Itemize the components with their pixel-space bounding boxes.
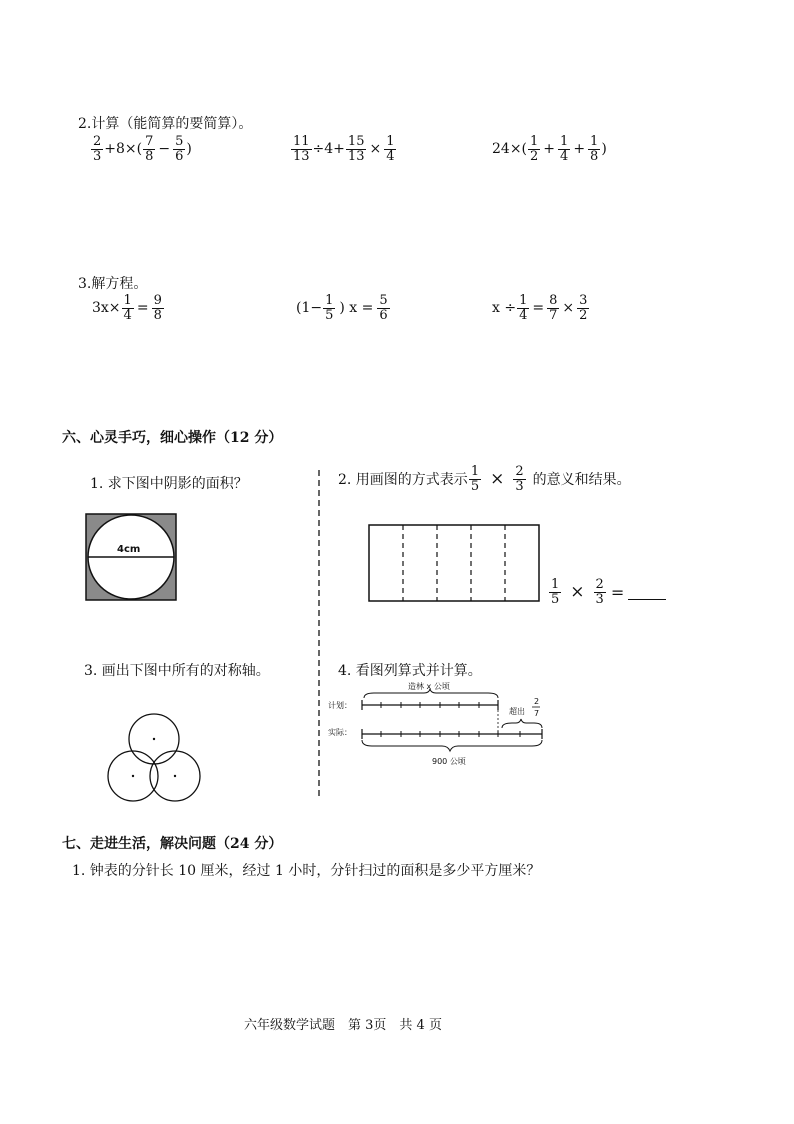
section-6-title: 六、心灵手巧，细心操作（12 分） <box>62 430 283 446</box>
diagram-over-numerator: 2 <box>534 697 540 706</box>
problem-6-1: 1. 求下图中阴影的面积？ <box>90 476 248 492</box>
problem-6-4: 4. 看图列算式并计算。 <box>338 663 482 679</box>
q2-expr-1: $\frac{2}{3}$ +8×( $\frac{7}{8}$ − $\frac{5}{6}$ ) <box>93 134 192 164</box>
q2-expr-2: $\frac{11}{13}$ ÷4+ $\frac{15}{13}$ × $\frac{1}{4}$ <box>293 134 395 164</box>
dashed-divider <box>316 470 322 800</box>
q3-expr-1: 3x× $\frac{1}{4}$ = $\frac{9}{8}$ <box>92 293 162 323</box>
diameter-label: 4cm <box>117 544 141 555</box>
answer-blank[interactable] <box>628 585 666 600</box>
circle-in-square-figure <box>84 512 180 604</box>
page-footer: 六年级数学试题 第 3页 共 4 页 <box>244 1018 442 1033</box>
section-7-title: 七、走进生活，解决问题（24 分） <box>62 836 283 852</box>
fraction-rectangle <box>368 524 542 604</box>
diagram-top-label: 造林 x 公顷 <box>408 682 450 691</box>
three-circles-figure <box>104 712 208 804</box>
problem-7-1: 1. 钟表的分针长 10 厘米，经过 1 小时，分针扫过的面积是多少平方厘米？ <box>72 863 541 879</box>
q3-expr-3: x ÷ $\frac{1}{4}$ = $\frac{8}{7}$ × $\frac{3}{2}$ <box>492 293 588 323</box>
q3-title: 3.解方程。 <box>78 276 148 292</box>
problem-6-3: 3. 画出下图中所有的对称轴。 <box>84 663 270 679</box>
diagram-over-label: 超出 <box>509 707 525 716</box>
problem-6-2: 2. 用画图的方式表示 $\frac{1}{5}$ × $\frac{2}{3}$ 的意义和结果。 <box>338 464 631 494</box>
diagram-actual-label: 实际： <box>328 728 352 737</box>
q2-expr-3: 24×( $\frac{1}{2}$ + $\frac{1}{4}$ + $\frac{1}{8}$ ) <box>492 134 607 164</box>
problem-6-2-answer: $\frac{1}{5}$ × $\frac{2}{3}$ = <box>548 578 666 606</box>
diagram-over-denominator: 7 <box>534 709 540 718</box>
diagram-plan-label: 计划： <box>328 701 352 710</box>
line-segment-diagram <box>326 678 552 770</box>
q2-title: 2.计算（能简算的要简算）。 <box>78 116 253 132</box>
diagram-bottom-label: 900 公顷 <box>432 757 466 766</box>
q3-expr-2: (1− $\frac{1}{5}$ ) x = $\frac{5}{6}$ <box>296 293 388 323</box>
